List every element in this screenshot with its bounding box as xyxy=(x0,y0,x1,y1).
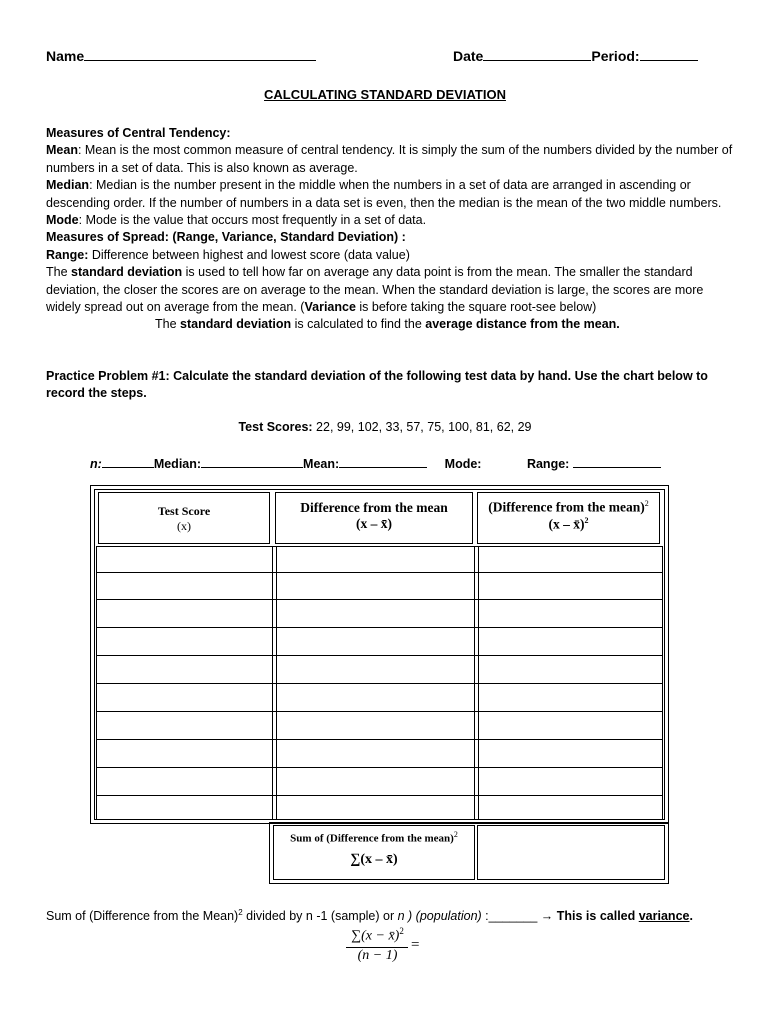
table-row[interactable] xyxy=(96,711,662,712)
date-period-fields xyxy=(453,48,698,64)
sum-answer-cell[interactable] xyxy=(477,825,665,880)
mean-definition: Mean: Mean is the most common measure of central tendency. It is simply the sum of the numbers divided by the number of numbers in a set of data. This is also known as average. xyxy=(46,143,733,175)
period-label: Period: xyxy=(591,48,640,64)
sd-definition: The standard deviation is used to tell how far on average any data point is from the mean. The smaller the standard deviation, the closer the scores are on average to the mean. When the standard deviation is large, the scores are more widely spread out on average from the mean. (Variance is before taking the square root-see below) xyxy=(46,265,704,315)
col-header-test-score: Test Score (x) xyxy=(98,492,270,544)
mode-definition: Mode: Mode is the value that occurs most frequently in a set of data. xyxy=(46,213,427,228)
central-tendency-heading: Measures of Central Tendency: xyxy=(46,126,231,140)
test-scores: Test Scores: 22, 99, 102, 33, 57, 75, 100, 81, 62, 29 xyxy=(238,420,532,434)
date-label: Date xyxy=(453,48,484,64)
table-row[interactable] xyxy=(96,683,662,684)
spread-heading: Measures of Spread: (Range, Variance, Standard Deviation) : xyxy=(46,230,406,245)
table-row[interactable] xyxy=(96,655,662,656)
formula-equals: = xyxy=(411,937,420,953)
n-label: n: xyxy=(90,457,102,471)
table-row[interactable] xyxy=(96,767,662,768)
table-row[interactable] xyxy=(96,572,662,573)
name-label: Name xyxy=(46,48,85,64)
col-header-difference: Difference from the mean (x – x̄) xyxy=(275,492,473,544)
table-row[interactable] xyxy=(96,627,662,628)
sum-label: Sum of (Difference from the mean)$^2$ xyxy=(290,830,458,845)
central-tendency-section xyxy=(46,125,736,334)
practice-problem: Practice Problem #1: Calculate the standard deviation of the following test data by hand. Use the chart below to record the steps. xyxy=(46,369,708,401)
range-definition: Range: Difference between highest and lowest score (data value) xyxy=(46,247,410,262)
sum-formula: ∑(x – x̄) xyxy=(350,852,398,867)
mode-label: Mode: xyxy=(444,457,482,471)
stats-line xyxy=(90,455,661,471)
median-label: Median: xyxy=(153,457,202,471)
variance-line: Sum of (Difference from the Mean)$^2$ divided by n -1 (sample) or n ) (population) :_______ → This is called variance. xyxy=(46,908,693,924)
formula-numerator: ∑(x − x̄)$^2$ xyxy=(351,926,404,944)
range-label: Range: xyxy=(526,457,573,471)
col-header-difference-squared: (Difference from the mean)$^2$ (x – x̄)$^2$ xyxy=(477,492,660,544)
n-blank[interactable] xyxy=(102,455,154,468)
name-blank[interactable] xyxy=(84,48,316,61)
formula-denominator: (n − 1) xyxy=(357,948,398,963)
sd-calc-note: The standard deviation is calculated to find the average distance from the mean. xyxy=(155,317,620,332)
table-row[interactable] xyxy=(96,739,662,740)
name-field[interactable] xyxy=(46,48,316,64)
median-blank[interactable] xyxy=(201,455,303,468)
arrow-icon: → xyxy=(540,909,554,924)
range-blank[interactable] xyxy=(573,455,661,468)
mean-blank[interactable] xyxy=(339,455,427,468)
page-title: CALCULATING STANDARD DEVIATION xyxy=(264,87,506,102)
table-row[interactable] xyxy=(96,599,662,600)
period-blank[interactable] xyxy=(640,48,698,61)
table-row[interactable] xyxy=(96,795,662,796)
date-blank[interactable] xyxy=(483,48,591,61)
median-definition: Median: Median is the number present in the middle when the numbers in a set of data are arranged in ascending or descending order. If the number of numbers in a data set is even, then the median is the mean of the two middle numbers. xyxy=(46,178,722,210)
mean-label: Mean: xyxy=(303,457,340,471)
